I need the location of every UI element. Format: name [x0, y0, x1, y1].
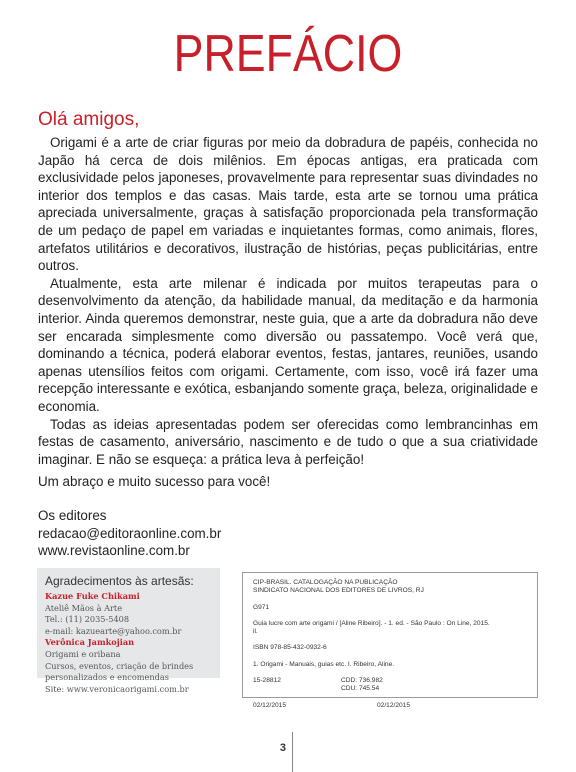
cip-reference: Guia lucre com arte origami / [Aline Ribeiro]. - 1. ed. - São Paulo : On Line, 2015.	[253, 619, 490, 627]
cip-reference-2: il.	[253, 628, 258, 636]
cip-code: G971	[253, 603, 270, 611]
artisan-1-line3: e-mail: kazuearte@yahoo.com.br	[45, 625, 182, 636]
signoff	[38, 507, 538, 560]
cip-cdu-row	[253, 685, 527, 693]
cip-date-row	[253, 702, 527, 710]
signoff-editors: Os editores	[38, 508, 107, 523]
artisan-2-line3: personalizados e encomendas	[45, 672, 169, 683]
acknowledgements-box	[37, 568, 220, 694]
signoff-email: redacao@editoraonline.com.br	[38, 525, 222, 541]
artisan-1-line1: Ateliê Mãos à Arte	[45, 602, 123, 613]
acknowledgements-title: Agradecimentos às artesãs:	[45, 574, 194, 588]
page-title: PREFÁCIO	[173, 25, 403, 83]
artisan-2-name: Verônica Jamkojian	[45, 637, 135, 648]
artisan-2-line1: Origami e oribana	[45, 648, 121, 659]
cip-header-1: CIP-BRASIL. CATALOGAÇÃO NA PUBLICAÇÃO	[253, 579, 398, 586]
cip-header-2: SINDICATO NACIONAL DOS EDITORES DE LIVROS, RJ	[253, 587, 424, 595]
cip-number: 15-28812	[253, 677, 281, 685]
cip-cdu: CDU: 745.54	[341, 685, 380, 693]
greeting: Olá amigos,	[38, 109, 140, 130]
paragraph-1: Origami é a arte de criar figuras por meio da dobradura de papéis, conhecida no Japão há cerca de dois milênios. Em épocas antigas, era praticada com exclusividade pelos japoneses, provavelmente para representar suas divindades no interior dos templos e das casas. Mais tarde, esta arte se tornou uma prática apreciada universalmente, graças à satisfação proporcionada pela transformação de um pedaço de papel em variadas e inquietantes formas, como animais, flores, artefatos utilitários e decorativos, ilustração de histórias, peças publicitárias, entre outros.	[38, 135, 538, 274]
paragraph-3: Todas as ideias apresentadas podem ser oferecidas como lembrancinhas em festas de casamento, aniversário, nascimento e de tudo o que a sua criatividade imaginar. E não se esqueça: a prática leva à perfeição!	[38, 416, 538, 467]
artisan-1-name: Kazue Fuke Chikami	[45, 591, 140, 601]
artisan-2-line4: Site: www.veronicaorigami.com.br	[45, 683, 189, 694]
cip-date-2: 02/12/2015	[377, 701, 411, 709]
artisan-2-line2: Cursos, eventos, criação de brindes	[45, 660, 194, 671]
closing-line: Um abraço e muito sucesso para você!	[38, 474, 271, 489]
cataloging-box	[242, 572, 538, 709]
cip-date-1: 02/12/2015	[253, 701, 287, 709]
cip-subjects: 1. Origami - Manuais, guias etc. I. Ribeiro, Aline.	[253, 660, 395, 668]
paragraph-2: Atualmente, esta arte milenar é indicada por muitos terapeutas para o desenvolvimento da atenção, da habilidade manual, da meditação e da harmonia interior. Ainda queremos demonstrar, neste guia, que a arte da dobradura não deve ser encarada simplesmente como diversão ou passatempo. Você verá que, dominando a técnica, poderá elaborar eventos, festas, jantares, reuniões, usando apenas utensílios feitos com origami. Certamente, com isso, você irá fazer uma recepção interessante e exótica, esbanjando somente graça, beleza, originalidade e economia.	[38, 275, 538, 414]
preface-body	[38, 134, 538, 468]
page-number: 3	[279, 742, 286, 754]
cip-isbn: ISBN 978-85-432-0932-6	[253, 644, 327, 652]
signoff-website: www.revistaonline.com.br	[38, 543, 190, 559]
artisan-1-line2: Tel.: (11) 2035-5408	[45, 614, 130, 625]
cip-number-row	[253, 677, 527, 685]
cip-cdd: CDD: 736.982	[341, 677, 383, 685]
page-number-divider	[292, 732, 293, 772]
